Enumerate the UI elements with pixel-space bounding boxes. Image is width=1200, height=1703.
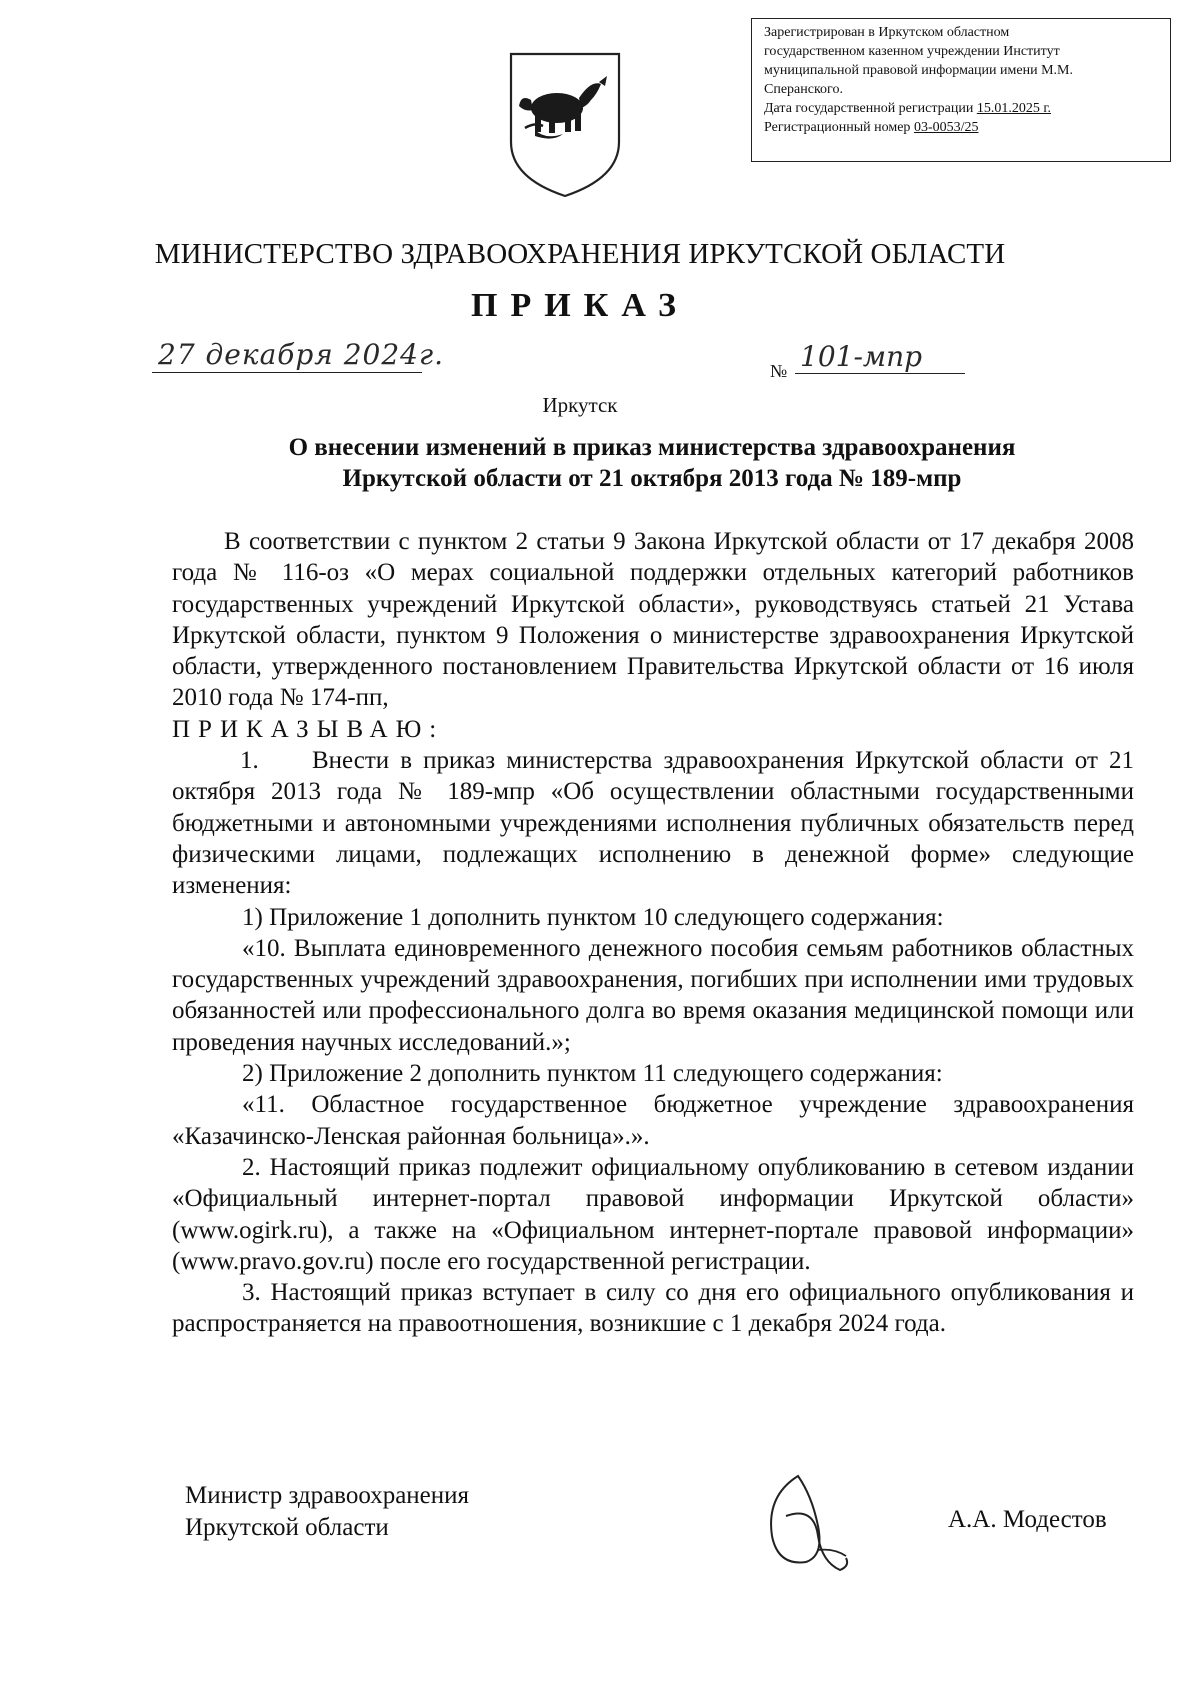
item-2-paragraph: 2. Настоящий приказ подлежит официальному опубликованию в сетевом издании «Официальный интернет-портал правовой информации Иркутской области» (www.ogirk.ru), а также на «Официальном интернет-портале правовой информации» (www.pravo.gov.ru) после его государственной регистрации. (172, 1153, 1134, 1275)
registration-line: муниципальной правовой информации имени М.М. (764, 63, 1073, 78)
signatory-title-line: Министр здравоохранения (185, 1482, 470, 1509)
registration-line: Зарегистрирован в Иркутском областном (764, 25, 1010, 40)
signature-icon (758, 1466, 858, 1581)
ministry-name: МИНИСТЕРСТВО ЗДРАВООХРАНЕНИЯ ИРКУТСКОЙ ОБЛАСТИ (154, 238, 1006, 270)
document-body (172, 526, 1134, 1340)
registration-date-row (764, 99, 1160, 118)
item-1-number: 1. (240, 747, 259, 775)
registration-line: Сперанского. (764, 82, 843, 97)
preamble-paragraph: В соответствии с пунктом 2 статьи 9 Закона Иркутской области от 17 декабря 2008 года № 116-оз «О мерах социальной поддержки отдельных категорий работников государственных учреждений Иркутской области», руководствуясь статьей 21 Устава Иркутской области, пунктом 9 Положения о министерстве здравоохранения Иркутской области, утвержденного постановлением Правительства Иркутской области от 16 июля 2010 года № 174-пп, (172, 528, 1134, 712)
registration-stamp (751, 18, 1171, 162)
document-type: ПРИКАЗ (471, 287, 689, 324)
registration-line: государственном казенном учреждении Институт (764, 44, 1060, 59)
heading-line: О внесении изменений в приказ министерства здравоохранения (288, 434, 1016, 461)
registration-number-value: 03-0053/25 (913, 120, 979, 135)
city: Иркутск (542, 393, 618, 417)
signatory-title (185, 1480, 469, 1544)
registration-date-label: Дата государственной регистрации (764, 101, 977, 116)
subitem-1-quote: «10. Выплата единовременного денежного пособия семьям работников областных государственных учреждений здравоохранения, погибших при исполнении ими трудовых обязанностей или профессионального долга во время оказания медицинской помощи или проведения научных исследований.»; (172, 934, 1134, 1056)
registration-number-row (764, 118, 1160, 137)
signatory-title-line: Иркутской области (185, 1514, 389, 1541)
date-underline (152, 372, 422, 373)
coat-of-arms-icon (505, 50, 625, 200)
subitem-1: 1) Приложение 1 дополнить пунктом 10 следующего содержания: (242, 903, 944, 931)
registration-number-label: Регистрационный номер (764, 120, 914, 135)
number-sign: № (770, 361, 788, 381)
item-1-paragraph (172, 745, 1134, 901)
heading-line: Иркутской области от 21 октября 2013 года № 189-мпр (342, 465, 962, 492)
item-1-text: Внести в приказ министерства здравоохранения Иркутской области от 21 октября 2013 года № 189-мпр «Об осуществлении областными государственными бюджетными и автономными учреждениями исполнения публичных обязательств перед физическими лицами, подлежащих исполнению в денежной форме» следующие изменения: (172, 747, 1134, 900)
document-heading (172, 432, 1132, 494)
subitem-2: 2) Приложение 2 дополнить пунктом 11 следующего содержания: (242, 1060, 943, 1088)
signatory-name: А.А. Модестов (948, 1506, 1107, 1533)
handwritten-date: 27 декабря 2024г. (158, 338, 445, 371)
ordering-word: ПРИКАЗЫВАЮ: (172, 715, 445, 743)
subitem-2-quote: «11. Областное государственное бюджетное учреждение здравоохранения «Казачинско-Ленская районная больница».». (172, 1091, 1134, 1150)
registration-date-value: 15.01.2025 г. (976, 101, 1051, 116)
handwritten-number: 101-мпр (800, 340, 923, 373)
number-underline (795, 373, 965, 374)
item-3-paragraph: 3. Настоящий приказ вступает в силу со дня его официального опубликования и распространяется на правоотношения, возникшие с 1 декабря 2024 года. (172, 1279, 1134, 1338)
